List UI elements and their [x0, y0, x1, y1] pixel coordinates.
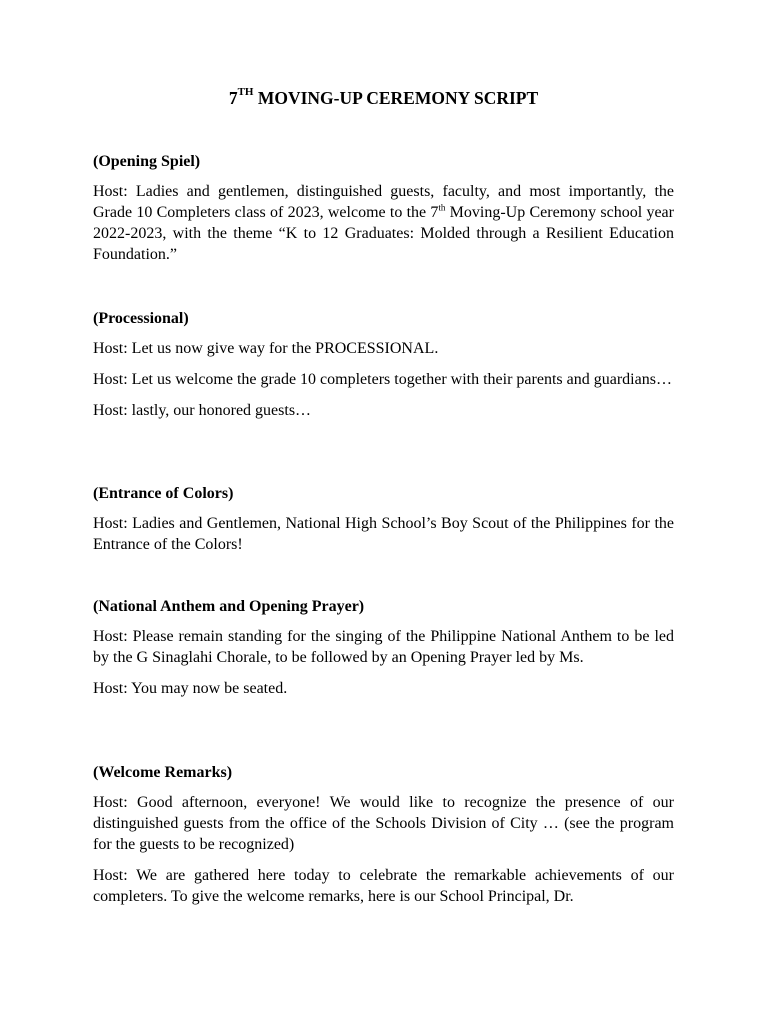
- paragraph: Host: Let us now give way for the PROCESSIONAL.: [93, 340, 439, 357]
- page-title: [93, 86, 674, 110]
- section-heading: (Opening Spiel): [93, 153, 201, 170]
- paragraph-text: Moving-Up Ceremony school year 2022-2023, with the theme “K to 12 Graduates: Molded through a Resilient Education Foundation.”: [93, 204, 674, 263]
- paragraph: [93, 181, 674, 265]
- paragraph: Host: We are gathered here today to celebrate the remarkable achievements of our completers. To give the welcome remarks, here is our School Principal, Dr.: [93, 867, 674, 905]
- paragraph: Host: Let us welcome the grade 10 completers together with their parents and guardians…: [93, 371, 672, 388]
- section-heading: (Entrance of Colors): [93, 485, 234, 502]
- paragraph: Host: You may now be seated.: [93, 680, 288, 697]
- section-heading: (Welcome Remarks): [93, 764, 233, 781]
- section-heading: (Processional): [93, 310, 189, 327]
- title-number: 7: [228, 88, 238, 108]
- title-text: MOVING-UP CEREMONY SCRIPT: [253, 88, 539, 108]
- title-superscript: TH: [237, 86, 254, 99]
- paragraph: Host: Ladies and Gentlemen, National High School’s Boy Scout of the Philippines for the Entrance of the Colors!: [93, 515, 674, 553]
- paragraph: Host: Please remain standing for the singing of the Philippine National Anthem to be led by the G Sinaglahi Chorale, to be followed by an Opening Prayer led by Ms.: [93, 628, 674, 666]
- section-opening-spiel: [93, 151, 674, 275]
- paragraph-superscript: th: [438, 202, 446, 213]
- paragraph: Host: Good afternoon, everyone! We would like to recognize the presence of our distinguished guests from the office of the Schools Division of City … (see the program for the guests to be recognized): [93, 794, 674, 853]
- paragraph: Host: lastly, our honored guests…: [93, 402, 312, 419]
- section-heading: (National Anthem and Opening Prayer): [93, 598, 365, 615]
- section-processional: [93, 308, 674, 431]
- section-welcome-remarks: [93, 762, 674, 917]
- section-entrance-of-colors: [93, 483, 674, 565]
- paragraph-text: Host: Ladies and gentlemen, distinguished guests, faculty, and most importantly, the Grade 10 Completers class of 2023, welcome to the 7: [93, 183, 674, 221]
- section-anthem-prayer: [93, 596, 674, 709]
